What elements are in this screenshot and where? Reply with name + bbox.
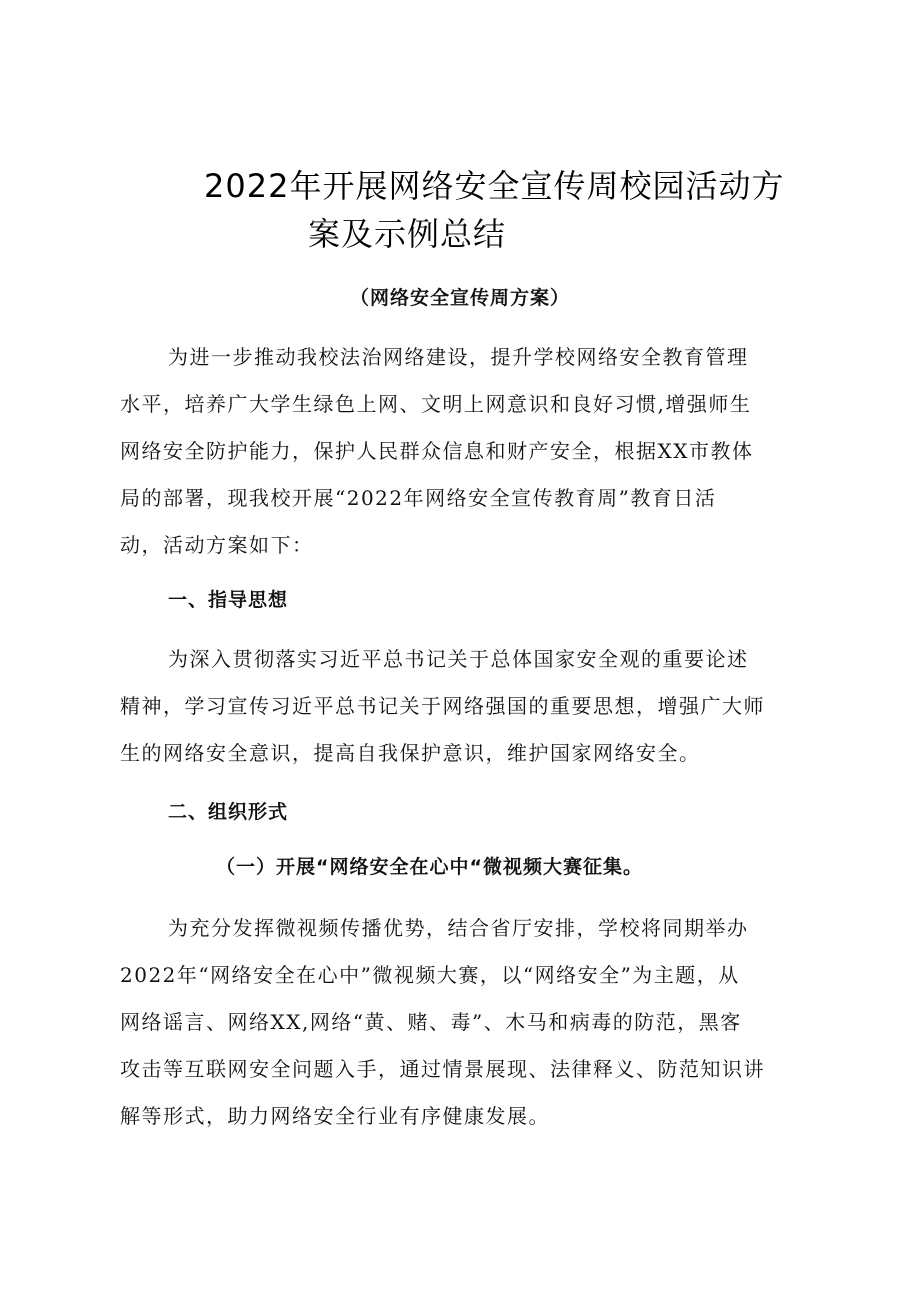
section-heading-guiding-thought: 一、指导思想 — [168, 589, 289, 611]
paragraph-line: 动，活动方案如下： — [120, 533, 314, 557]
paragraph-line: 网络谣言、网络XX,网络“黄、赌、毒”、木马和病毒的防范，黑客 — [120, 1010, 742, 1034]
paragraph-line: 水平，培养广大学生绿色上网、文明上网意识和良好习惯,增强师生 — [120, 392, 752, 416]
document-subtitle: （网络安全宣传周方案） — [349, 287, 570, 309]
title-line-1: 2022年开展网络安全宣传周校园活动方 — [204, 167, 785, 205]
paragraph-line: 为深入贯彻落实习近平总书记关于总体国家安全观的重要论述 — [168, 647, 749, 671]
section1-paragraph — [120, 636, 810, 777]
section-heading-organization: 二、组织形式 — [168, 801, 289, 823]
paragraph-line: 攻击等互联网安全问题入手，通过情景展现、法律释义、防范知识讲 — [120, 1057, 765, 1081]
paragraph-line: 2022年“网络安全在心中”微视频大赛，以“网络安全”为主题，从 — [120, 963, 740, 987]
paragraph-line: 网络安全防护能力，保护人民群众信息和财产安全，根据XX市教体 — [120, 439, 754, 463]
paragraph-line: 为进一步推动我校法治网络建设，提升学校网络安全教育管理 — [168, 345, 749, 369]
title-line-2: 案及示例总结 — [308, 215, 507, 253]
paragraph-line: 精神，学习宣传习近平总书记关于网络强国的重要思想，增强广大师 — [120, 694, 765, 718]
intro-paragraph — [120, 334, 810, 569]
paragraph-line: 为充分发挥微视频传播优势，结合省厅安排，学校将同期举办 — [168, 916, 749, 940]
paragraph-line: 生的网络安全意识，提高自我保护意识，维护国家网络安全。 — [120, 741, 701, 765]
subsection-heading-video-contest: （一）开展“网络安全在心中“微视频大赛征集。 — [216, 856, 643, 878]
section2-paragraph — [120, 905, 810, 1140]
paragraph-line: 解等形式，助力网络安全行业有序健康发展。 — [120, 1104, 550, 1128]
paragraph-line: 局的部署，现我校开展“2022年网络安全宣传教育周”教育日活 — [120, 486, 717, 510]
